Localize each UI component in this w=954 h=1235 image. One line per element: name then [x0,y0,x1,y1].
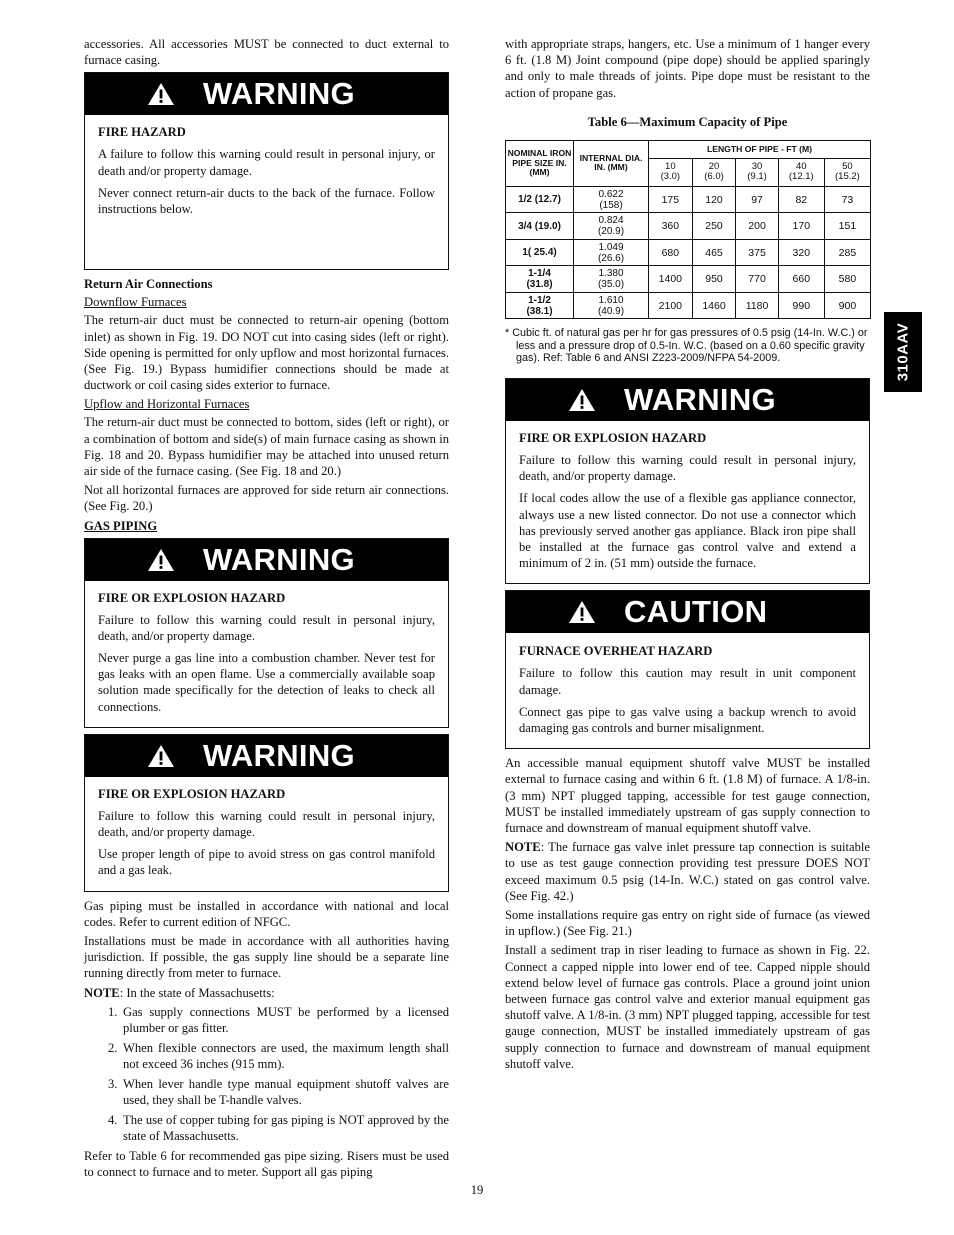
hazard-text: Failure to follow this warning could result in personal injury, death, and/or property damage. [519,452,856,484]
caution-box [505,590,870,749]
warning-box [505,378,870,584]
warning-word: WARNING [203,541,355,577]
warning-body [85,777,448,891]
warning-word: WARNING [203,76,355,112]
internal-dia-cell: 0.622 (158) [574,186,649,213]
capacity-cell: 580 [824,266,870,293]
hazard-title: FIRE OR EXPLOSION HAZARD [98,590,286,605]
table-row [506,213,871,240]
warning-triangle-icon [147,82,175,106]
side-tab [884,312,922,392]
subsection-heading: Downflow Furnaces [84,295,187,310]
capacity-cell: 660 [778,266,824,293]
capacity-cell: 770 [736,266,778,293]
length-header: 30 (9.1) [736,158,778,186]
capacity-cell: 465 [692,239,736,266]
intro-text: accessories. All accessories MUST be connected to duct external to furnace casing. [84,37,449,68]
capacity-cell: 320 [778,239,824,266]
pipe-capacity-table [505,140,871,320]
hazard-text: A failure to follow this warning could result in personal injury, or death and/or property damage. [98,147,435,178]
capacity-cell: 680 [649,239,693,266]
warning-triangle-icon [147,744,175,768]
caution-header [506,591,869,633]
body-text: An accessible manual equipment shutoff valve MUST be installed external to furnace casing and within 6 ft. (1.8 M) of furnace. A 1/8-in. (3 mm) NPT plugged tapping, accessible for test gauge connection, MUST be installed immediately upstream of gas supply connection to furnace and downstream of manual equipment shutoff valve. [505,756,870,835]
pipe-size-cell: 1/2 (12.7) [506,186,574,213]
warning-body [85,115,448,269]
table-row [506,239,871,266]
hazard-text: Never connect return-air ducts to the back of the furnace. Follow instructions below. [98,185,435,217]
table-row [506,292,871,319]
capacity-cell: 2100 [649,292,693,319]
body-text: The return-air duct must be connected to bottom, sides (left or right), or a combination of bottom and side(s) of main furnace casing as shown in Fig. 18 and 20. Bypass humidifier may be attached into unused return air side of the furnace casing. (See Fig. 18 and 20.) [84,415,449,479]
section-heading: GAS PIPING [84,518,158,533]
warning-header [506,379,869,421]
table-caption: Table 6—Maximum Capacity of Pipe [587,114,788,129]
warning-word: WARNING [203,737,355,773]
hazard-text: If local codes allow the use of a flexible gas appliance connector, always use a new listed connector. Do not use a connector which has previously served another gas appliance. Black iron pipe shall be installed at the furnace gas control valve and extend a minimum of 2 in. (51 mm) outside the furnace. [519,491,856,571]
body-text: with appropriate straps, hangers, etc. Use a minimum of 1 hanger every 6 ft. (1.8 M) Joint compound (pipe dope) should be applied sparingly and only to male threads of joints. Pipe dope must be resistant to the action of propane gas. [505,37,870,100]
hazard-text: Connect gas pipe to gas valve using a backup wrench to avoid damaging gas controls and burner misalignment. [519,704,856,735]
massachusetts-list [84,1004,449,1144]
hazard-text: Failure to follow this warning could result in personal injury, death, and/or property damage. [98,808,435,840]
capacity-cell: 950 [692,266,736,293]
capacity-cell: 175 [649,186,693,213]
table-row [506,186,871,213]
header-nominal: NOMINAL IRON PIPE SIZE IN. (MM) [506,140,574,186]
caution-triangle-icon [568,600,596,624]
note-text: : The furnace gas valve inlet pressure tap connection is suitable to use as test gauge connection providing test pressure DOES NOT exceed maximum 0.5 psig (14-In. W.C.) stated on gas control valve. (See Fig. 42.) [505,840,870,903]
hazard-title: FURNACE OVERHEAT HAZARD [519,644,713,659]
warning-body [506,421,869,583]
model-label: 310AAV [894,322,912,382]
hazard-text: Never purge a gas line into a combustion chamber. Never test for gas leaks with an open flame. Use a commercially available soap solution made specifically for the detection of leaks to check all connections. [98,651,435,714]
pipe-size-cell: 1-1/2 (38.1) [506,292,574,319]
warning-header [85,735,448,777]
capacity-cell: 151 [824,213,870,240]
capacity-cell: 170 [778,213,824,240]
list-item: 2. When flexible connectors are used, the maximum length shall not exceed 36 inches (915 mm). [108,1040,449,1071]
table-footnote: * Cubic ft. of natural gas per hr for gas pressures of 0.5 psig (14-In. W.C.) or less and a pressure drop of 0.5-In. W.C. (based on a 0.60 specific gravity gas). Ref: Table 6 and ANSI Z223-2009/NFPA 54-2009. [505,327,868,364]
length-header: 10 (3.0) [649,158,693,186]
warning-body [85,581,448,727]
internal-dia-cell: 1.049 (26.6) [574,239,649,266]
note-text: : In the state of Massachusetts: [119,985,275,1000]
page-number: 19 [470,1183,484,1197]
warning-header [85,73,448,115]
internal-dia-cell: 1.380 (35.0) [574,266,649,293]
capacity-cell: 375 [736,239,778,266]
warning-triangle-icon [568,388,596,412]
body-text: Gas piping must be installed in accordance with national and local codes. Refer to current edition of NFGC. [84,898,449,929]
body-text: Not all horizontal furnaces are approved for side return air connections. (See Fig. 20.) [84,483,449,514]
note-label: NOTE [84,985,120,1000]
internal-dia-cell: 1.610 (40.9) [574,292,649,319]
capacity-cell: 120 [692,186,736,213]
capacity-cell: 82 [778,186,824,213]
hazard-title: FIRE HAZARD [98,125,186,140]
table-header-row [506,140,871,158]
warning-box [84,734,449,892]
hazard-title: FIRE OR EXPLOSION HAZARD [98,786,286,801]
table-row [506,266,871,293]
pipe-size-cell: 3/4 (19.0) [506,213,574,240]
body-text: Install a sediment trap in riser leading to furnace as shown in Fig. 22. Connect a capped nipple into lower end of tee. Capped nipple should extend below level of furnace gas controls. Place a ground joint union between furnace gas control valve and exterior manual equipment gas shutoff valve. A 1/8-in. (3 mm) NPT plugged tapping, accessible for test gauge connection, MUST be installed immediately upstream of gas supply connection to furnace and downstream of manual equipment shutoff valve. [505,943,870,1071]
warning-header [85,539,448,581]
capacity-cell: 360 [649,213,693,240]
capacity-cell: 285 [824,239,870,266]
hazard-text: Failure to follow this caution may result in unit component damage. [519,666,856,697]
capacity-cell: 900 [824,292,870,319]
warning-box [84,72,449,270]
subsection-heading: Upflow and Horizontal Furnaces [84,397,250,412]
body-text: Some installations require gas entry on right side of furnace (as viewed in upflow.) (See Fig. 21.) [505,907,870,939]
capacity-cell: 73 [824,186,870,213]
capacity-cell: 990 [778,292,824,319]
pipe-size-cell: 1-1/4 (31.8) [506,266,574,293]
header-internal: INTERNAL DIA. IN. (MM) [574,140,649,186]
body-text: Refer to Table 6 for recommended gas pipe sizing. Risers must be used to connect to furnace and to meter. Support all gas piping [84,1148,449,1180]
capacity-cell: 250 [692,213,736,240]
warning-box [84,538,449,728]
note-label: NOTE [505,840,541,855]
left-column [84,36,449,1183]
note [505,839,870,904]
list-item: 1. Gas supply connections MUST be performed by a licensed plumber or gas fitter. [108,1004,449,1035]
hazard-text: Use proper length of pipe to avoid stress on gas control manifold and a gas leak. [98,847,435,878]
caution-word: CAUTION [624,594,768,630]
body-text: The return-air duct must be connected to return-air opening (bottom inlet) as shown in Fig. 19. DO NOT cut into casing sides (left or right). Side opening is permitted for only upflow and most horizontal furnaces. (See Fig. 19.) Bypass humidifier connections should be made at ductwork or coil casing sides exterior to furnace. [84,313,449,393]
capacity-cell: 1180 [736,292,778,319]
capacity-cell: 97 [736,186,778,213]
body-text: Installations must be made in accordance with all authorities having jurisdiction. If possible, the gas supply line should be a separate line running directly from meter to furnace. [84,934,449,981]
right-column [505,36,870,1075]
hazard-title: FIRE OR EXPLOSION HAZARD [519,430,707,445]
internal-dia-cell: 0.824 (20.9) [574,213,649,240]
list-item: 4. The use of copper tubing for gas piping is NOT approved by the state of Massachusetts. [108,1112,449,1143]
length-header: 40 (12.1) [778,158,824,186]
capacity-cell: 1400 [649,266,693,293]
header-length: LENGTH OF PIPE - FT (M) [649,140,871,158]
warning-triangle-icon [147,548,175,572]
length-header: 50 (15.2) [824,158,870,186]
caution-body [506,633,869,748]
section-heading: Return Air Connections [84,277,213,292]
length-header: 20 (6.0) [692,158,736,186]
pipe-size-cell: 1( 25.4) [506,239,574,266]
list-item: 3. When lever handle type manual equipment shutoff valves are used, they shall be T-handle valves. [108,1076,449,1107]
note [84,985,449,1001]
warning-word: WARNING [624,381,776,417]
hazard-text: Failure to follow this warning could result in personal injury, death, and/or property damage. [98,612,435,643]
capacity-cell: 1460 [692,292,736,319]
capacity-cell: 200 [736,213,778,240]
